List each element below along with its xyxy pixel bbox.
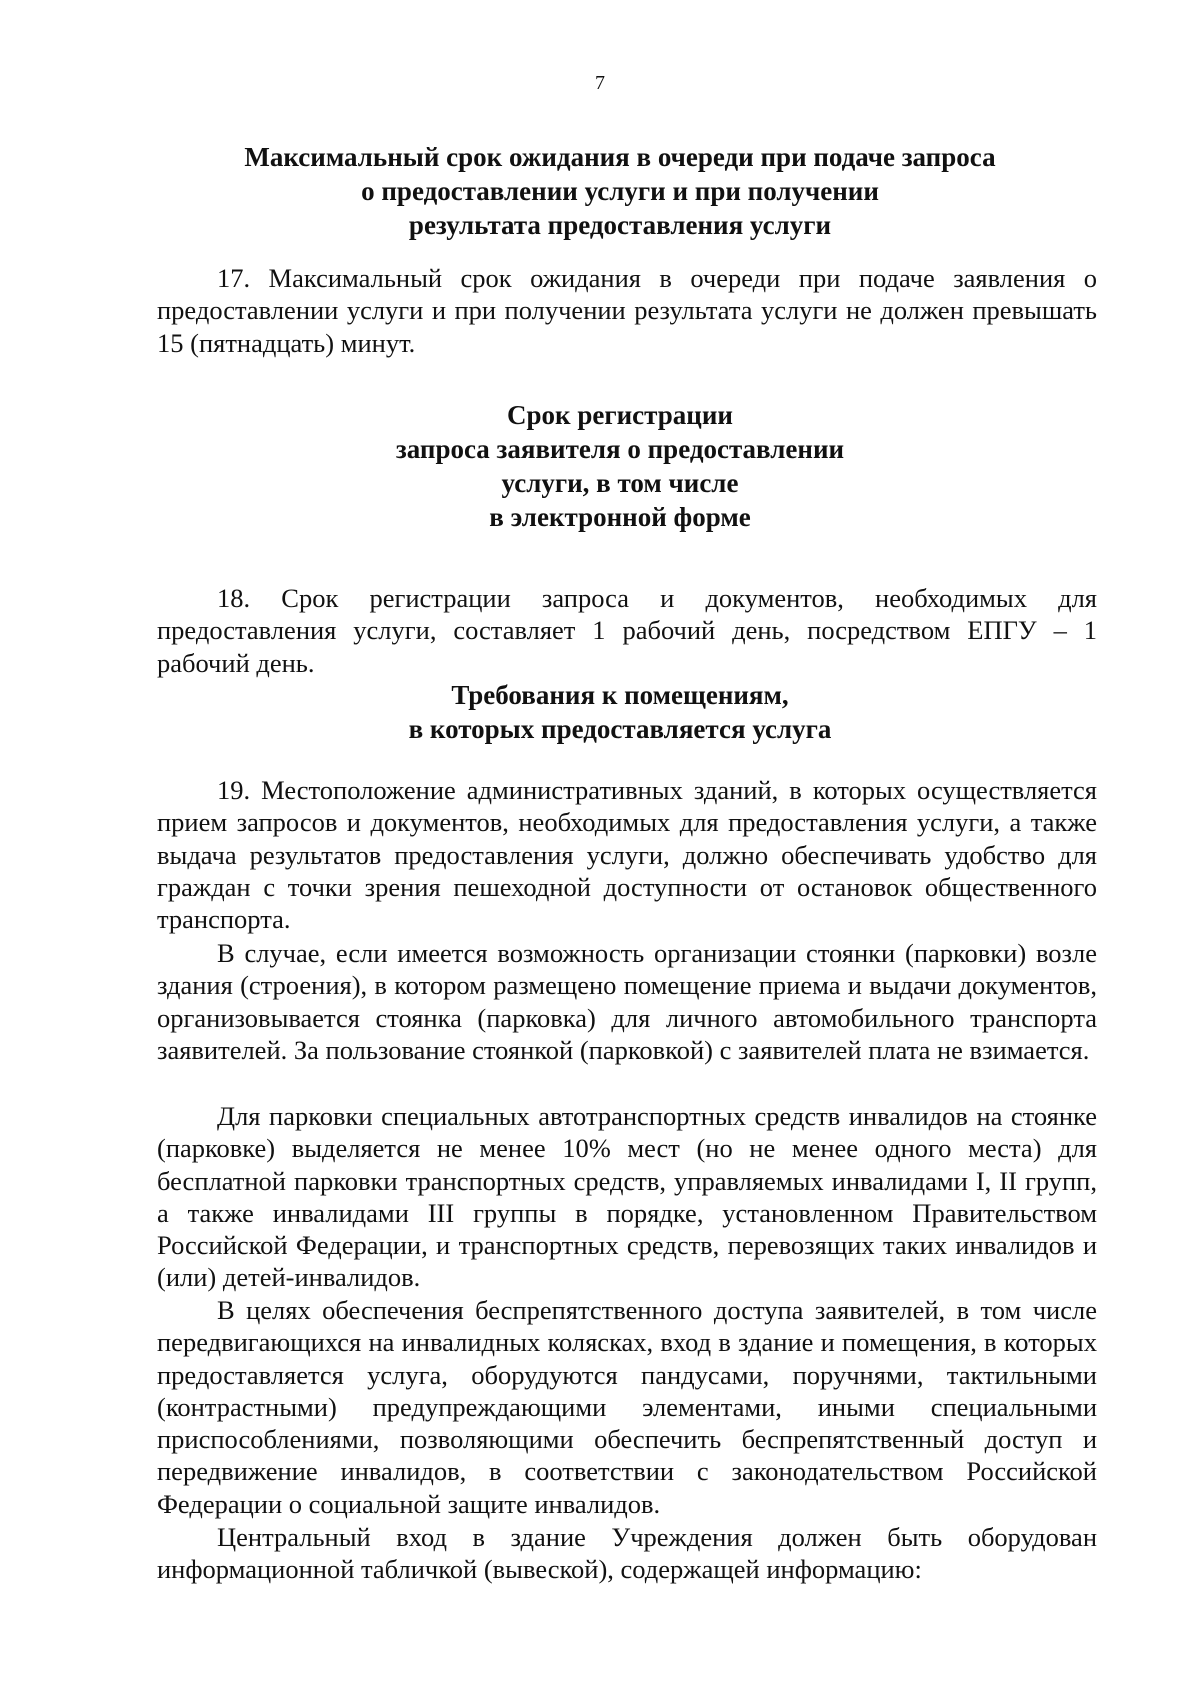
heading-line: услуги, в том числе <box>501 468 739 498</box>
paragraph-18: 18. Срок регистрации запроса и документов, необходимых для предоставления услуги, составляет 1 рабочий день, посредством ЕПГУ – 1 рабочий день. <box>157 583 1097 678</box>
heading-line: результата предоставления услуги <box>408 210 832 240</box>
heading-line: Требования к помещениям, <box>451 680 789 710</box>
paragraph-entrance-sign: Центральный вход в здание Учреждения должен быть оборудован информационной табличкой (вывеской), содержащей информацию: <box>157 1522 1097 1585</box>
section-heading-registration-time <box>150 398 1090 534</box>
heading-line: Максимальный срок ожидания в очереди при подаче запроса <box>244 142 996 172</box>
heading-line: запроса заявителя о предоставлении <box>395 434 845 464</box>
page-number: 7 <box>595 72 605 94</box>
section-heading-waiting-time <box>150 140 1090 242</box>
heading-line: в электронной форме <box>489 502 751 532</box>
paragraph-17: 17. Максимальный срок ожидания в очереди при подаче заявления о предоставлении услуги и при получении результата услуги не должен превышать 15 (пятнадцать) минут. <box>157 263 1097 358</box>
paragraph-disabled-parking: Для парковки специальных автотранспортных средств инвалидов на стоянке (парковке) выделяется не менее 10% мест (но не менее одного места) для бесплатной парковки транспортных средств, управляемых инвалидами I, II групп, а также инвалидами III группы в порядке, установленном Правительством Российской Федерации, и транспортных средств, перевозящих таких инвалидов и (или) детей-инвалидов. <box>157 1101 1097 1293</box>
section-heading-premises-requirements <box>150 678 1090 746</box>
paragraph-accessibility: В целях обеспечения беспрепятственного доступа заявителей, в том числе передвигающихся на инвалидных колясках, вход в здание и помещения, в которых предоставляется услуга, оборудуются пандусами, поручнями, тактильными (контрастными) предупреждающими элементами, иными специальными приспособлениями, позволяющими обеспечить беспрепятственный доступ и передвижение инвалидов, в соответствии с законодательством Российской Федерации о социальной защите инвалидов. <box>157 1295 1097 1519</box>
paragraph-parking: В случае, если имеется возможность организации стоянки (парковки) возле здания (строения), в котором размещено помещение приема и выдачи документов, организовывается стоянка (парковка) для личного автомобильного транспорта заявителей. За пользование стоянкой (парковкой) с заявителей плата не взимается. <box>157 938 1097 1065</box>
heading-line: о предоставлении услуги и при получении <box>361 176 879 206</box>
heading-line: в которых предоставляется услуга <box>408 714 832 744</box>
heading-line: Срок регистрации <box>507 400 733 430</box>
paragraph-19: 19. Местоположение административных зданий, в которых осуществляется прием запросов и документов, необходимых для предоставления услуги, а также выдача результатов предоставления услуги, должно обеспечивать удобство для граждан с точки зрения пешеходной доступности от остановок общественного транспорта. <box>157 775 1097 935</box>
